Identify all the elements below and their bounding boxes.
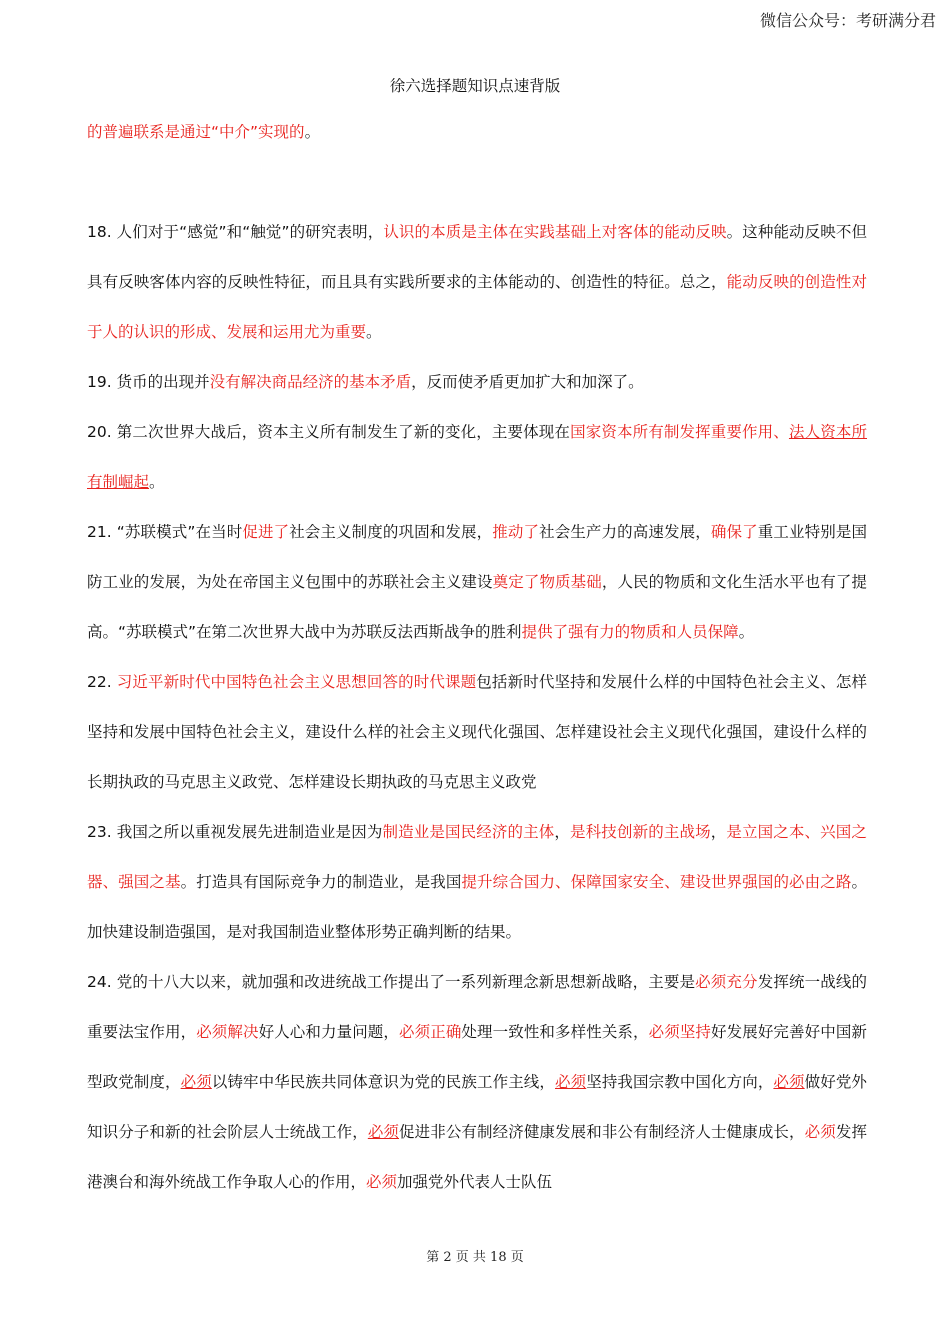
highlight-text: 的普遍联系是通过“中介”实现的 [87, 123, 305, 141]
highlight-text: 必须坚持 [648, 1023, 712, 1041]
highlight-text: 必须 [804, 1123, 836, 1141]
highlight-text: 必须 [367, 1123, 400, 1141]
body-text: 21. “苏联模式”在当时 [87, 523, 243, 541]
paragraph-gap [87, 157, 867, 207]
highlight-text: 推动了 [492, 523, 540, 541]
body-text: 坚持我国宗教中国化方向， [586, 1073, 774, 1091]
wechat-watermark: 微信公众号：考研满分君 [759, 11, 936, 30]
body-text: ， [710, 823, 727, 841]
highlight-text: 认识的本质是主体在实践基础上对客体的能动反映 [383, 223, 727, 241]
body-text: 促进非公有制经济健康发展和非公有制经济人士健康成长， [399, 1123, 805, 1141]
body-text: 19. 货币的出现并 [87, 373, 210, 391]
body-text: 好人心和力量问题， [258, 1023, 400, 1041]
body-text: 20. 第二次世界大战后，资本主义所有制发生了新的变化，主要体现在 [87, 423, 571, 441]
paragraph-17-cont [87, 107, 867, 157]
body-text: 22. [87, 673, 117, 691]
highlight-text: 促进了 [242, 523, 290, 541]
highlight-text: 必须 [555, 1073, 587, 1091]
body-text: 。 [366, 323, 382, 341]
highlight-text: 制造业是国民经济的主体 [382, 823, 555, 841]
body-text: 。这种能动反映不但具有反映客体内容的反映性特征，而且具有实践所要求的主体能动的、创造性的特征。总之， [87, 223, 867, 291]
highlight-text: 必须正确 [399, 1023, 462, 1041]
body-text: 以铸牢中华民族共同体意识为党的民族工作主线， [211, 1073, 556, 1091]
highlight-text: 确保了 [710, 523, 758, 541]
highlight-text: 习近平新时代中国特色社会主义思想回答的时代课题 [116, 673, 477, 691]
body-text: 发挥统一战线的重要法宝作用， [87, 973, 867, 1041]
highlight-text: 是科技创新的主战场 [570, 823, 711, 841]
body-text: 发挥港澳台和海外统战工作争取人心的作用， [87, 1123, 867, 1191]
highlight-text: 法人资本所有制崛起 [87, 423, 867, 491]
paragraph-18 [87, 207, 867, 357]
body-text: 18. 人们对于“感觉”和“触觉”的研究表明， [87, 223, 384, 241]
body-text: ，反而使矛盾更加扩大和加深了。 [411, 373, 644, 391]
highlight-text: 能动反映的创造性对于人的认识的形成、发展和运用尤为重要 [87, 273, 867, 341]
document-body [87, 107, 867, 1207]
body-text: 。 [738, 623, 755, 641]
highlight-text: 国家资本所有制发挥重要作用、 [570, 423, 789, 441]
highlight-text: 没有解决商品经济的基本矛盾 [209, 373, 412, 391]
highlight-text: 是立国之本、兴国之器、强国之基 [87, 823, 867, 891]
body-text: ，人民的物质和文化生活水平也有了提高。“苏联模式”在第二次世界大战中为苏联反法西斯战争的胜利 [87, 573, 867, 641]
body-text: ， [554, 823, 571, 841]
paragraph-20 [87, 407, 867, 507]
paragraph-22 [87, 657, 867, 807]
body-text: 做好党外知识分子和新的社会阶层人士统战工作， [87, 1073, 867, 1141]
body-text: 。 [304, 123, 321, 141]
document-title: 徐六选择题知识点速背版 [389, 77, 561, 95]
highlight-text: 奠定了物质基础 [492, 573, 602, 591]
highlight-text: 提供了强有力的物质和人员保障 [521, 623, 739, 641]
highlight-text: 必须 [773, 1073, 805, 1091]
highlight-text: 必须 [180, 1073, 212, 1091]
paragraph-23 [87, 807, 867, 957]
body-text: 重工业特别是国防工业的发展，为处在帝国主义包围中的苏联社会主义建设 [87, 523, 867, 591]
page-footer: 第 2 页 共 18 页 [426, 1250, 524, 1265]
body-text: 23. 我国之所以重视发展先进制造业是因为 [87, 823, 383, 841]
highlight-text: 必须解决 [196, 1023, 259, 1041]
body-text: 。 [149, 473, 165, 491]
paragraph-24 [87, 957, 867, 1207]
body-text: 好发展好完善好中国新型政党制度， [87, 1023, 867, 1091]
body-text: 社会生产力的高速发展， [539, 523, 711, 541]
body-text: 社会主义制度的巩固和发展， [289, 523, 493, 541]
body-text: 。打造具有国际竞争力的制造业，是我国 [180, 873, 462, 891]
paragraph-21 [87, 507, 867, 657]
highlight-text: 必须充分 [695, 973, 758, 991]
body-text: 。加快建设制造强国，是对我国制造业整体形势正确判断的结果。 [87, 873, 867, 941]
body-text: 加强党外代表人士队伍 [397, 1173, 553, 1191]
highlight-text: 提升综合国力、保障国家安全、建设世界强国的必由之路 [461, 873, 852, 891]
body-text: 24. 党的十八大以来，就加强和改进统战工作提出了一系列新理念新思想新战略，主要是 [87, 973, 696, 991]
paragraph-19 [87, 357, 867, 407]
body-text: 包括新时代坚持和发展什么样的中国特色社会主义、怎样坚持和发展中国特色社会主义，建设什么样的社会主义现代化强国、怎样建设社会主义现代化强国，建设什么样的长期执政的马克思主义政党、怎样建设长期执政的马克思主义政党 [87, 673, 867, 791]
body-text: 处理一致性和多样性关系， [461, 1023, 649, 1041]
highlight-text: 必须 [366, 1173, 398, 1191]
